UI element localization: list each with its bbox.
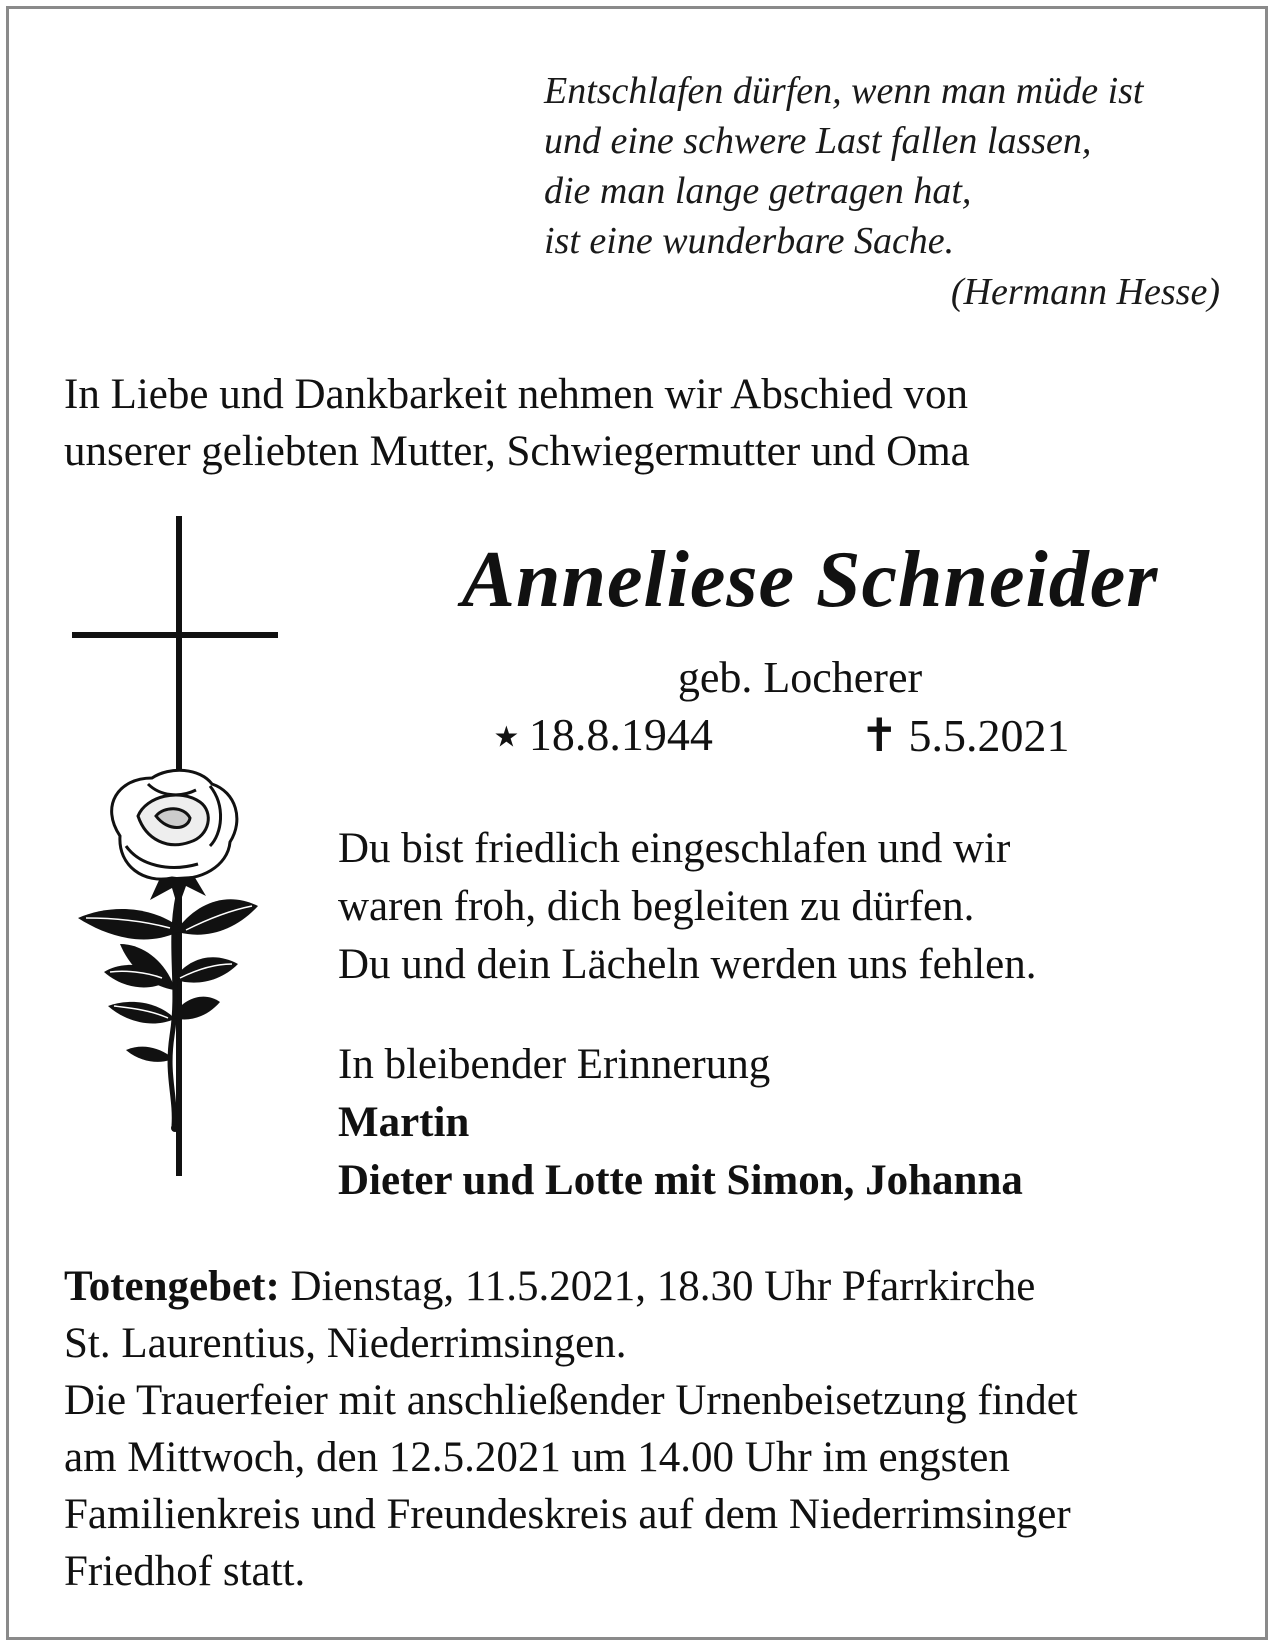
quote-line: ist eine wunderbare Sache. bbox=[544, 220, 955, 262]
intro-line: In Liebe und Dankbarkeit nehmen wir Abschied von bbox=[64, 371, 968, 418]
farewell-poem bbox=[338, 820, 1238, 994]
service-info bbox=[64, 1258, 1254, 1600]
quote bbox=[544, 66, 1244, 266]
service-line: Die Trauerfeier mit anschließender Urnenbeisetzung findet bbox=[64, 1377, 1078, 1424]
intro-line: unserer geliebten Mutter, Schwiegermutter und Oma bbox=[64, 428, 970, 475]
mourner-name: Dieter und Lotte mit Simon, Johanna bbox=[338, 1157, 1023, 1204]
mourner-name: Martin bbox=[338, 1099, 470, 1146]
service-line: Friedhof statt. bbox=[64, 1548, 306, 1595]
quote-line: Entschlafen dürfen, wenn man müde ist bbox=[544, 70, 1144, 112]
mourners-intro: In bleibender Erinnerung bbox=[338, 1041, 771, 1088]
cross-with-rose-icon bbox=[60, 516, 290, 1176]
service-line: St. Laurentius, Niederrimsingen. bbox=[64, 1320, 627, 1367]
quote-author: (Hermann Hesse) bbox=[950, 271, 1220, 313]
poem-line: Du und dein Lächeln werden uns fehlen. bbox=[338, 941, 1037, 988]
star-icon: ⭑ bbox=[494, 709, 519, 760]
service-line: am Mittwoch, den 12.5.2021 um 14.00 Uhr im engsten bbox=[64, 1434, 1010, 1481]
poem-line: Du bist friedlich eingeschlafen und wir bbox=[338, 825, 1011, 872]
service-details: Dienstag, 11.5.2021, 18.30 Uhr Pfarrkirche bbox=[279, 1263, 1036, 1310]
death-date-group bbox=[860, 708, 1070, 762]
death-date: 5.5.2021 bbox=[908, 710, 1070, 761]
cross-icon: ✝ bbox=[860, 710, 899, 761]
service-line bbox=[64, 1258, 1254, 1315]
intro-text bbox=[64, 366, 1244, 480]
quote-line: und eine schwere Last fallen lassen, bbox=[544, 120, 1092, 162]
birth-date-group bbox=[494, 708, 713, 763]
quote-line: die man lange getragen hat, bbox=[544, 170, 972, 212]
poem-line: waren froh, dich begleiten zu dürfen. bbox=[338, 883, 975, 930]
service-label: Totengebet: bbox=[64, 1263, 280, 1310]
mourners bbox=[338, 1036, 1238, 1210]
service-line: Familienkreis und Freundeskreis auf dem Niederrimsinger bbox=[64, 1491, 1071, 1538]
birth-date: 18.8.1944 bbox=[528, 709, 713, 760]
maiden-name: geb. Locherer bbox=[677, 653, 923, 702]
deceased-name: Anneliese Schneider bbox=[461, 536, 1159, 624]
